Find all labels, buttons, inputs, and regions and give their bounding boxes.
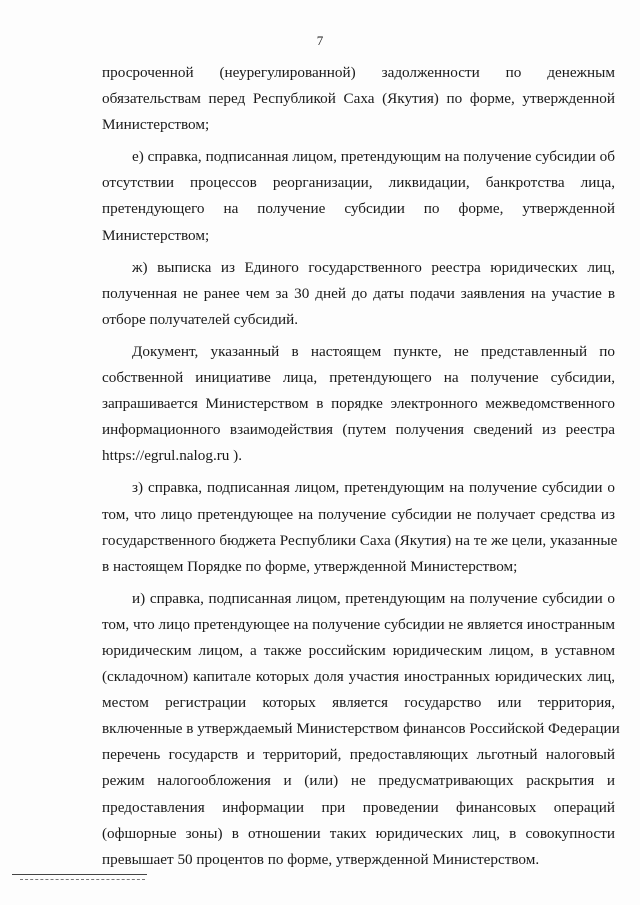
text-line: ж) выписка из Единого государственного реестра юридических лиц, bbox=[132, 258, 615, 276]
text-line: местом регистрации которых является государство или территория, bbox=[102, 694, 615, 712]
text-line: Министерством; bbox=[102, 226, 210, 244]
page-number: 7 bbox=[316, 33, 324, 48]
paragraph-item-e bbox=[102, 144, 615, 248]
text-line: просроченной (неурегулированной) задолженности по денежным bbox=[102, 64, 615, 81]
text-line: обязательствам перед Республикой Саха (Якутия) по форме, утвержденной bbox=[102, 90, 615, 108]
text-line: отборе получателей субсидий. bbox=[102, 310, 299, 328]
text-line: з) справка, подписанная лицом, претендующим на получение субсидии о bbox=[132, 479, 615, 497]
text-line: том, что лицо претендующее на получение субсидии не получает средства из bbox=[102, 505, 615, 523]
text-line: полученная не ранее чем за 30 дней до даты подачи заявления на участие в bbox=[102, 284, 615, 302]
text-line: е) справка, подписанная лицом, претендующим на получение субсидии об bbox=[132, 148, 615, 166]
text-line: собственной инициативе лица, претендующего на получение субсидии, bbox=[102, 369, 615, 387]
text-line: https://egrul.nalog.ru ). bbox=[102, 447, 243, 465]
text-line: юридическим лицом, а также российским юридическим лицом, в уставном bbox=[102, 641, 615, 659]
text-line: Министерством; bbox=[102, 116, 210, 134]
document-body bbox=[102, 60, 620, 873]
paragraph-document-note bbox=[102, 339, 615, 469]
text-line: (складочном) капитале которых доля участия иностранных юридических лиц, bbox=[102, 668, 615, 686]
text-line: включенные в утверждаемый Министерством финансов Российской Федерации bbox=[102, 720, 620, 738]
footnote-divider bbox=[12, 874, 147, 875]
text-line: Документ, указанный в настоящем пункте, не представленный по bbox=[132, 342, 615, 360]
text-line: превышает 50 процентов по форме, утвержденной Министерством. bbox=[102, 850, 540, 868]
text-line: запрашивается Министерством в порядке электронного межведомственного bbox=[102, 395, 615, 413]
paragraph-continuation bbox=[102, 60, 615, 138]
paragraph-item-z bbox=[102, 475, 618, 579]
text-line: информационного взаимодействия (путем получения сведений из реестра bbox=[102, 421, 615, 439]
text-line: и) справка, подписанная лицом, претендующим на получение субсидии о bbox=[132, 589, 615, 607]
footnote-divider-dashed bbox=[20, 879, 145, 880]
paragraph-item-i bbox=[102, 586, 620, 873]
text-line: в настоящем Порядке по форме, утвержденной Министерством; bbox=[102, 557, 518, 575]
text-line: (офшорные зоны) в отношении таких юридических лиц, в совокупности bbox=[102, 824, 615, 842]
text-line: претендующего на получение субсидии по форме, утвержденной bbox=[102, 200, 615, 218]
text-line: государственного бюджета Республики Саха (Якутия) на те же цели, указанные bbox=[102, 531, 618, 549]
text-line: предоставления информации при проведении финансовых операций bbox=[102, 798, 615, 816]
paragraph-item-zh bbox=[102, 255, 615, 333]
text-line: том, что лицо претендующее на получение субсидии не является иностранным bbox=[102, 615, 615, 633]
text-line: отсутствии процессов реорганизации, ликвидации, банкротства лица, bbox=[102, 174, 615, 192]
text-line: режим налогообложения и (или) не предусматривающих раскрытия и bbox=[102, 772, 615, 790]
text-line: перечень государств и территорий, предоставляющих льготный налоговый bbox=[102, 746, 615, 764]
